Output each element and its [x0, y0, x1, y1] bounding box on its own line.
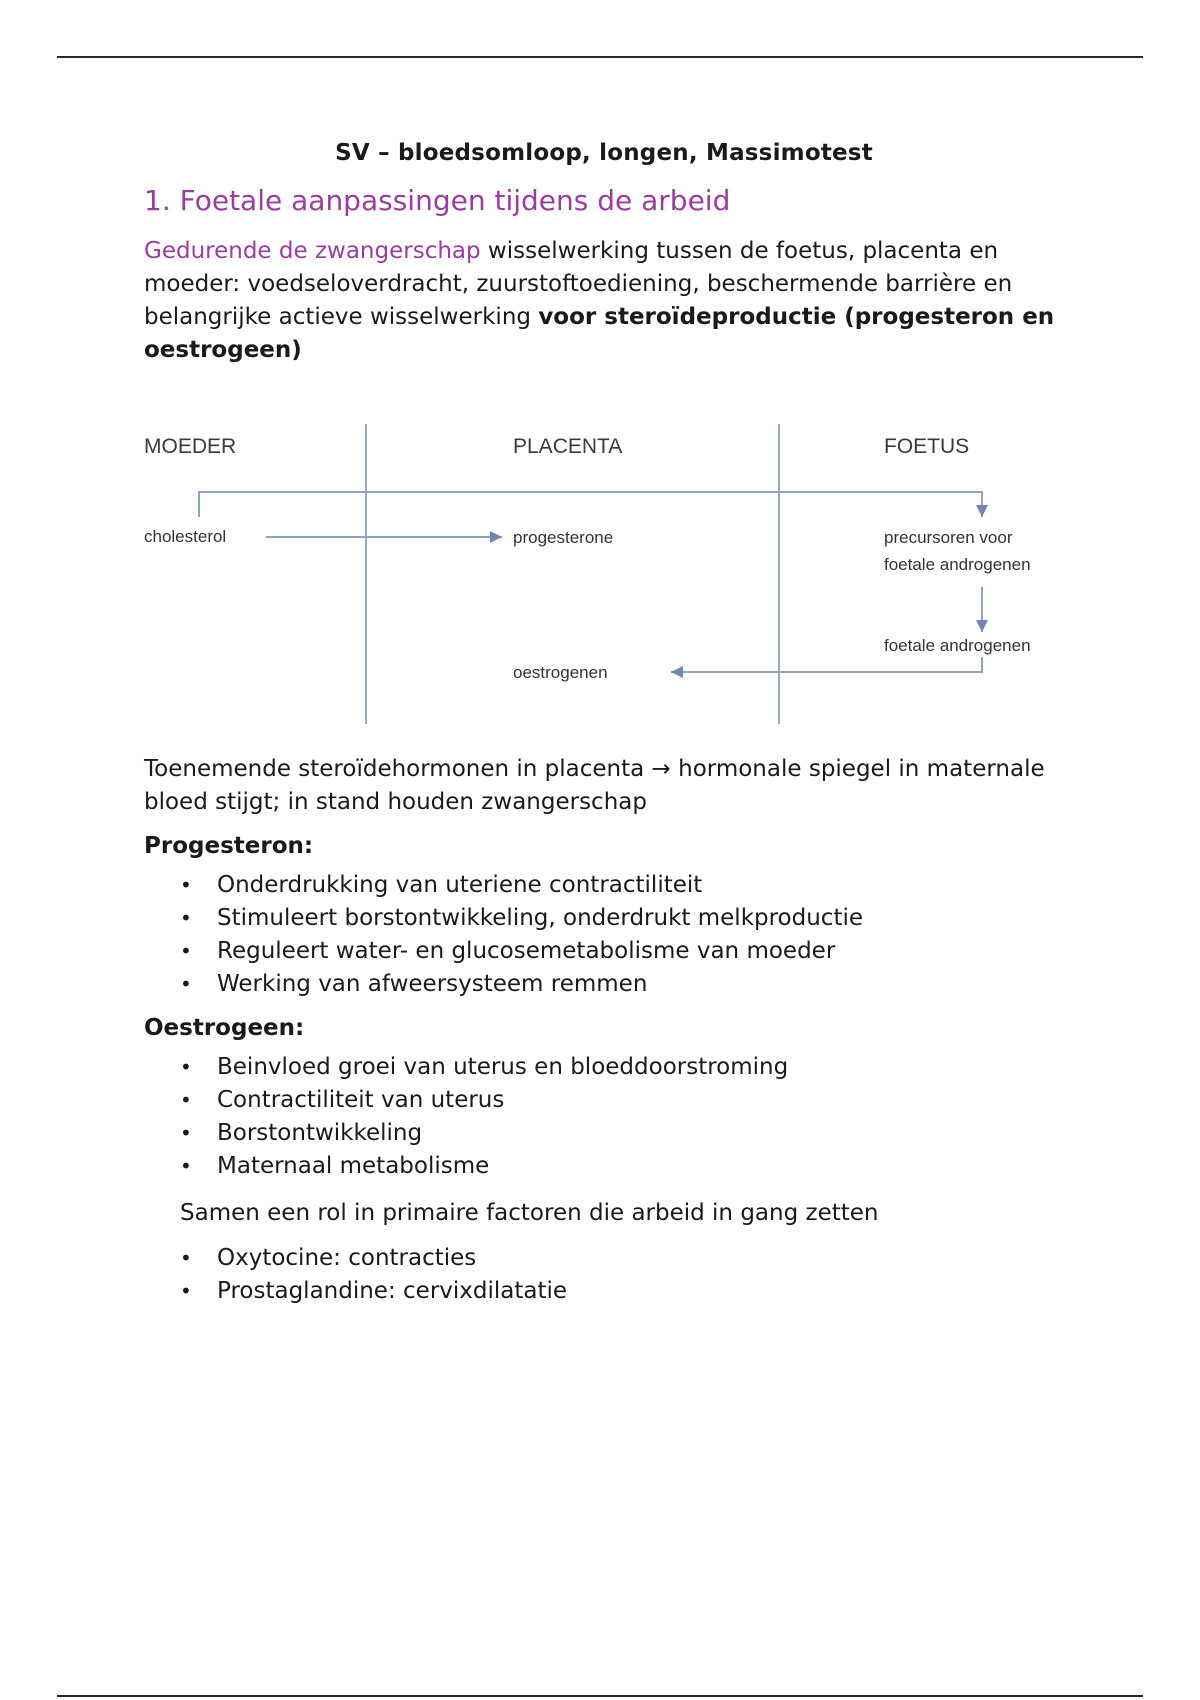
- document-body: [144, 140, 1064, 1318]
- section-heading: 1. Foetale aanpassingen tijdens de arbeid: [144, 184, 731, 217]
- oestrogeen-heading: Oestrogeen:: [144, 1015, 305, 1041]
- progesteron-list: [144, 869, 1064, 1001]
- list-item: • Onderdrukking van uteriene contractiliteit: [144, 869, 1064, 902]
- label-cholesterol: cholesterol: [144, 527, 227, 546]
- list-item: • Prostaglandine: cervixdilatatie: [144, 1275, 1064, 1308]
- bullet: •: [180, 873, 192, 897]
- top-rule: [57, 56, 1143, 58]
- label-moeder: MOEDER: [144, 435, 237, 458]
- list-item: • Werking van afweersysteem remmen: [144, 968, 1064, 1001]
- arrow-androgenen-oestrogenen: [671, 657, 982, 672]
- bullet: •: [180, 939, 192, 963]
- arrow-cholesterol-foetus: [199, 492, 982, 517]
- document-title: SV – bloedsomloop, longen, Massimotest: [335, 140, 873, 166]
- bullet: •: [180, 1279, 192, 1303]
- list-item: • Contractiliteit van uterus: [144, 1084, 1064, 1117]
- list-item: • Beinvloed groei van uterus en bloeddoorstroming: [144, 1051, 1064, 1084]
- label-foetus: FOETUS: [884, 435, 970, 458]
- bottom-rule: [57, 1695, 1143, 1697]
- bullet: •: [180, 1154, 192, 1178]
- list-item: • Stimuleert borstontwikkeling, onderdrukt melkproductie: [144, 902, 1064, 935]
- steroid-diagram: [144, 389, 1064, 729]
- intro-bold: voor steroïdeproductie (progesteron en oestrogeen): [144, 304, 1055, 363]
- samen-paragraph: Samen een rol in primaire factoren die arbeid in gang zetten: [180, 1200, 879, 1226]
- label-progesterone: progesterone: [513, 528, 614, 547]
- factors-list: [144, 1242, 1064, 1308]
- intro-paragraph: [144, 235, 1064, 367]
- label-oestrogenen: oestrogenen: [513, 663, 608, 682]
- bullet: •: [180, 1055, 192, 1079]
- list-item: • Oxytocine: contracties: [144, 1242, 1064, 1275]
- label-precursoren-2: foetale androgenen: [884, 555, 1031, 574]
- label-foetale-androgenen: foetale androgenen: [884, 636, 1031, 655]
- oestrogeen-list: [144, 1051, 1064, 1183]
- label-precursoren-1: precursoren voor: [884, 528, 1013, 547]
- list-item: • Maternaal metabolisme: [144, 1150, 1064, 1183]
- intro-accent: Gedurende de zwangerschap: [144, 238, 481, 264]
- bullet: •: [180, 1246, 192, 1270]
- list-item: • Reguleert water- en glucosemetabolisme van moeder: [144, 935, 1064, 968]
- bullet: •: [180, 1088, 192, 1112]
- bullet: •: [180, 906, 192, 930]
- label-placenta: PLACENTA: [513, 435, 623, 458]
- progesteron-heading: Progesteron:: [144, 833, 314, 859]
- summary-paragraph: Toenemende steroïdehormonen in placenta → hormonale spiegel in maternale bloed stijgt; in stand houden zwangerschap: [144, 756, 1045, 815]
- intro-text: wisselwerking tussen de foetus, placenta en moeder: voedseloverdracht, zuurstoftoediening, beschermende barrière en belangrijke actieve wisselwerking: [144, 238, 1013, 330]
- bullet: •: [180, 1121, 192, 1145]
- list-item: • Borstontwikkeling: [144, 1117, 1064, 1150]
- bullet: •: [180, 972, 192, 996]
